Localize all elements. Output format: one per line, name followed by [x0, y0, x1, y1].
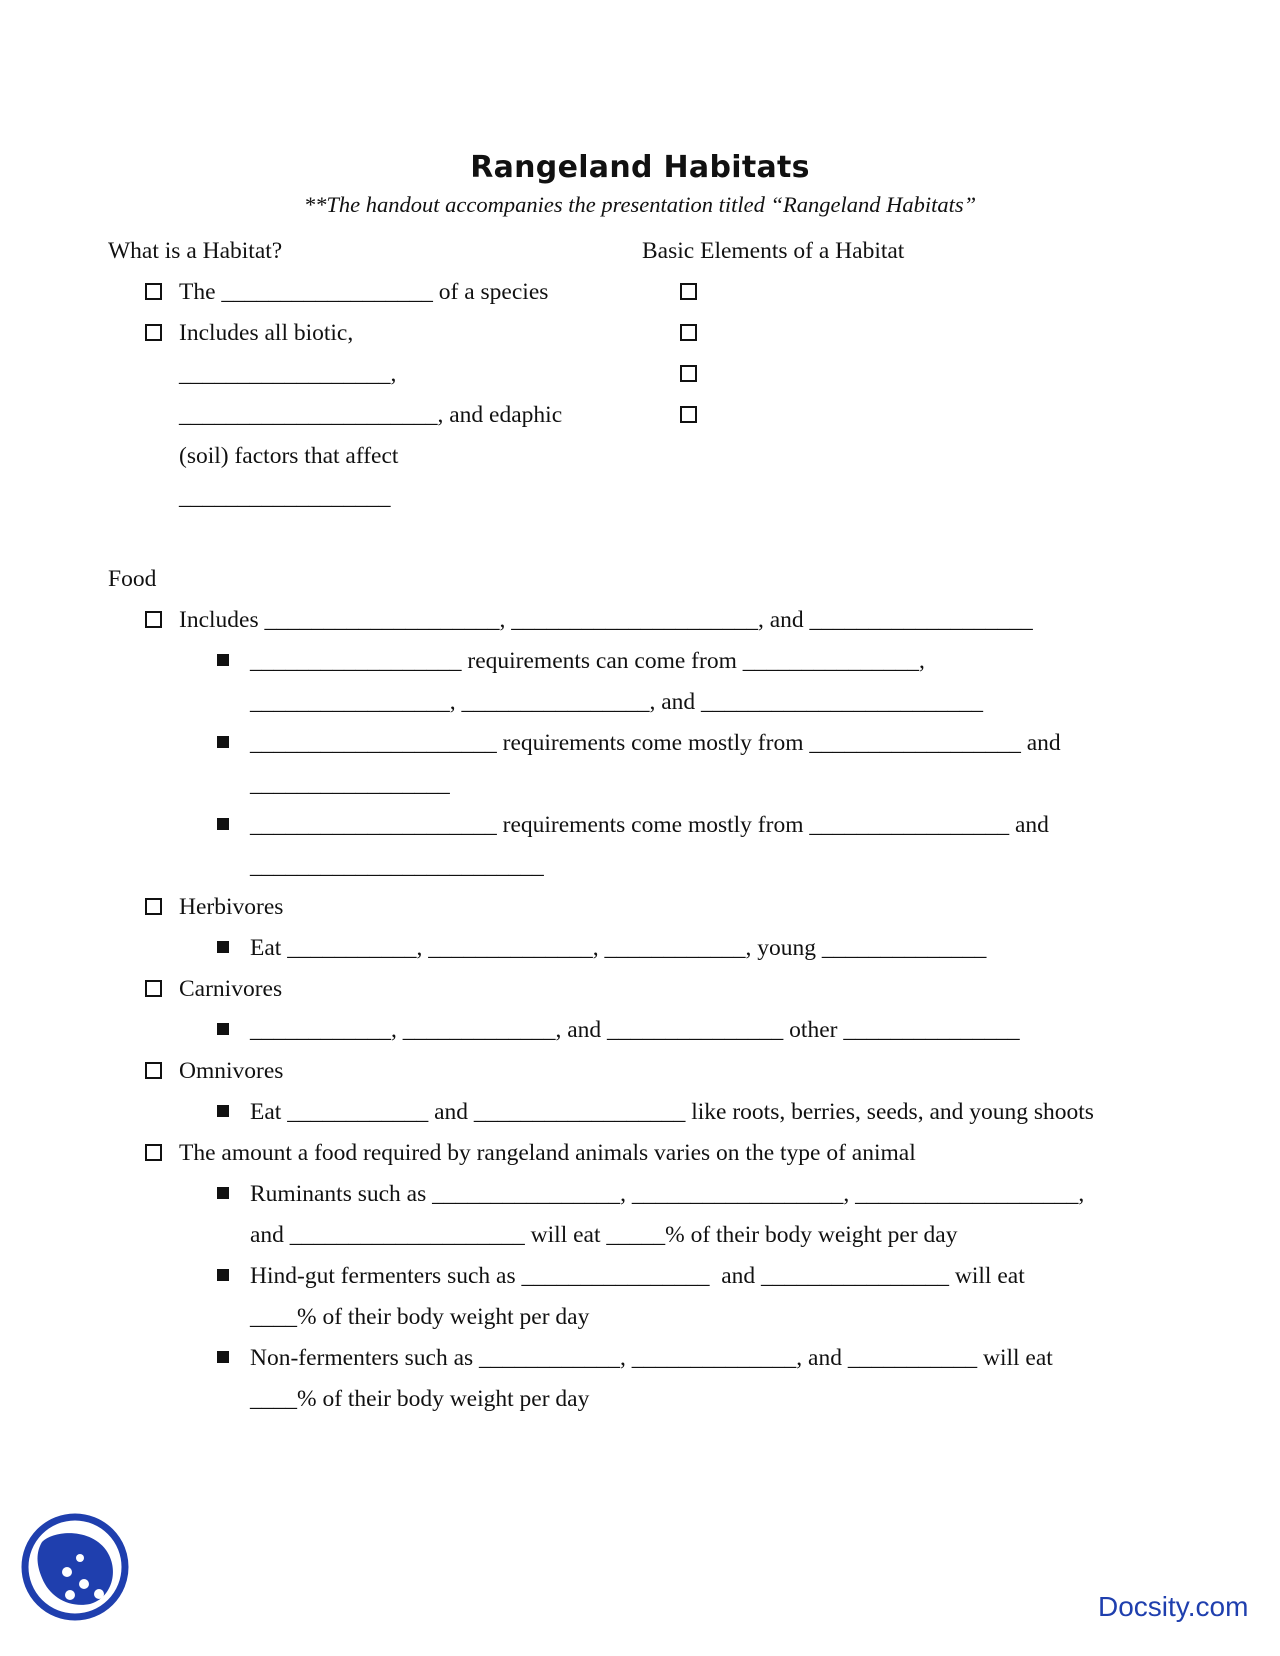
habitat-line-5: (soil) factors that affect [179, 443, 399, 469]
habitat-line-2: Includes all biotic, [179, 320, 354, 346]
checkbox-carnivores [145, 980, 162, 997]
habitat-line-6: __________________ [179, 484, 391, 510]
nonfermenters-line-a: Non-fermenters such as ____________, ______________, and ___________ will eat [250, 1345, 1053, 1371]
docsity-logo-icon [20, 1512, 130, 1622]
document-title: Rangeland Habitats [470, 150, 810, 185]
carnivores-label: Carnivores [179, 976, 283, 1002]
document-subtitle: **The handout accompanies the presentation titled “Rangeland Habitats” [303, 192, 977, 217]
bullet-square [217, 1023, 229, 1035]
omnivores-bullet: Eat ____________ and __________________ like roots, berries, seeds, and young shoots [250, 1099, 1094, 1125]
checkbox-food-amount [145, 1144, 162, 1161]
ruminants-line-b: and ____________________ will eat _____% of their body weight per day [250, 1222, 958, 1248]
checkbox-herbivores [145, 898, 162, 915]
checkbox-habitat-2 [145, 324, 162, 341]
bullet-square [217, 1105, 229, 1117]
nonfermenters-line-b: ____% of their body weight per day [250, 1386, 590, 1412]
food-bullet-3b: _________________________ [250, 853, 544, 879]
bullet-square [217, 941, 229, 953]
habitat-line-1: The __________________ of a species [179, 279, 549, 305]
bullet-square [217, 1269, 229, 1281]
food-bullet-1a: __________________ requirements can come from _______________, [250, 648, 925, 674]
food-bullet-3a: _____________________ requirements come mostly from _________________ and [250, 812, 1049, 838]
checkbox-basic-2 [680, 324, 697, 341]
herbivores-label: Herbivores [179, 894, 284, 920]
hindgut-line-a: Hind-gut fermenters such as ________________ and ________________ will eat [250, 1263, 1025, 1289]
docsity-brand[interactable]: Docsity.com [1098, 1591, 1249, 1622]
checkbox-omnivores [145, 1062, 162, 1079]
omnivores-label: Omnivores [179, 1058, 284, 1084]
checkbox-food-includes [145, 611, 162, 628]
carnivores-bullet: ____________, _____________, and _______________ other _______________ [250, 1017, 1020, 1043]
bullet-square [217, 654, 229, 666]
bullet-square [217, 818, 229, 830]
checkbox-basic-3 [680, 365, 697, 382]
ruminants-line-a: Ruminants such as ________________, __________________, ___________________, [250, 1181, 1085, 1207]
bullet-square [217, 736, 229, 748]
checkbox-basic-4 [680, 406, 697, 423]
herbivores-bullet: Eat ___________, ______________, ____________, young ______________ [250, 935, 987, 961]
habitat-line-3: __________________, [179, 361, 397, 387]
habitat-heading: What is a Habitat? [108, 238, 283, 264]
hindgut-line-b: ____% of their body weight per day [250, 1304, 590, 1330]
food-bullet-2a: _____________________ requirements come mostly from __________________ and [250, 730, 1061, 756]
bullet-square [217, 1351, 229, 1363]
bullet-square [217, 1187, 229, 1199]
habitat-line-4: ______________________, and edaphic [179, 402, 563, 428]
food-includes-line: Includes ____________________, _____________________, and ___________________ [179, 607, 1033, 633]
checkbox-basic-1 [680, 283, 697, 300]
checkbox-habitat-1 [145, 283, 162, 300]
food-heading: Food [108, 566, 157, 592]
basic-elements-heading: Basic Elements of a Habitat [642, 238, 905, 264]
food-amount-line: The amount a food required by rangeland animals varies on the type of animal [179, 1140, 916, 1166]
food-bullet-2b: _________________ [250, 771, 450, 797]
food-bullet-1b: _________________, ________________, and ________________________ [250, 689, 984, 715]
